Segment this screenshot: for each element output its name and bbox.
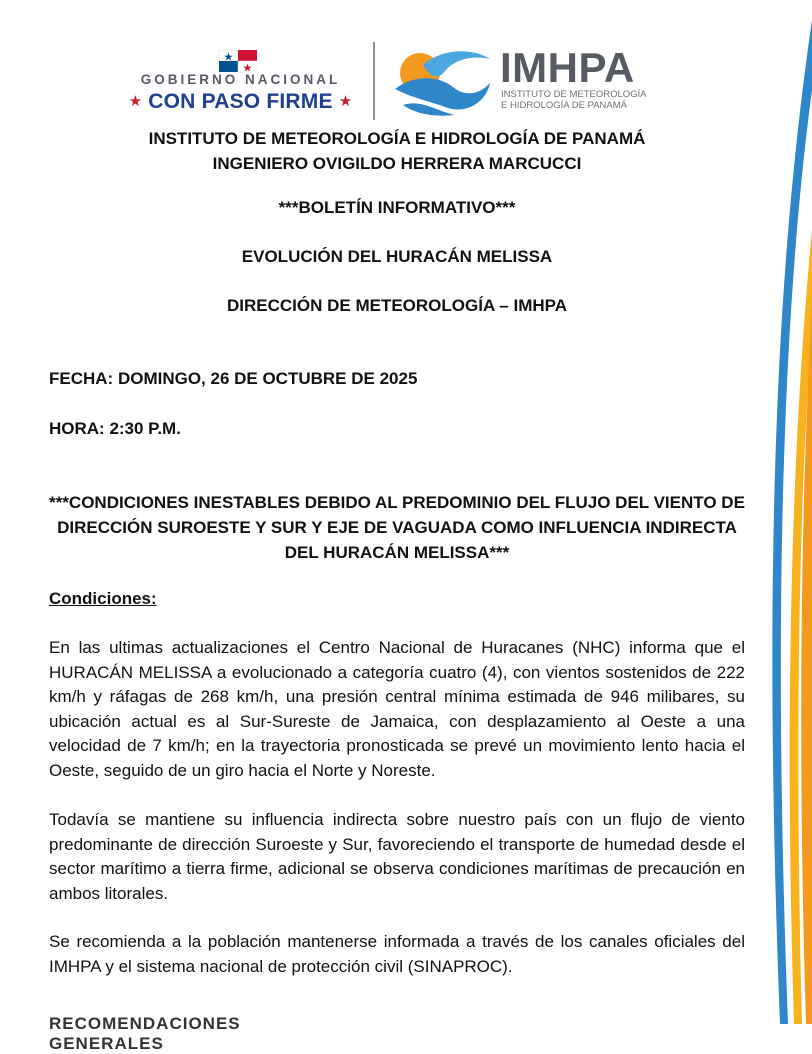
star-right-icon: ★ — [338, 93, 353, 110]
government-line1: GOBIERNO NACIONAL — [140, 72, 341, 87]
bulletin-subject: EVOLUCIÓN DEL HURACÁN MELISSA — [241, 247, 553, 266]
bulletin-time: HORA: 2:30 P.M. — [49, 419, 181, 438]
institute-name: INSTITUTO DE METEOROLOGÍA E HIDROLOGÍA DE PANAMÁ — [148, 129, 646, 148]
bulletin-date: FECHA: DOMINGO, 26 DE OCTUBRE DE 2025 — [49, 369, 418, 388]
engineer-name: INGENIERO OVIGILDO HERRERA MARCUCCI — [212, 154, 582, 173]
paragraph-2: Todavía se mantiene su influencia indirecta sobre nuestro país con un flujo de viento predominante de dirección Suroeste y Sur, favoreciendo el transporte de humedad desde el sector marítimo a tierra firme, adicional se observa condiciones marítimas de precaución en ambos litorales. — [49, 810, 745, 903]
direction-name: DIRECCIÓN DE METEOROLOGÍA – IMHPA — [226, 296, 568, 315]
government-line2 — [118, 90, 363, 114]
imhpa-logo-text: IMHPA — [500, 44, 635, 91]
imhpa-subtitle-line1: INSTITUTO DE METEOROLOGÍA — [501, 89, 647, 100]
star-left-icon: ★ — [128, 93, 143, 110]
title-block — [49, 126, 745, 176]
government-logo — [118, 42, 363, 122]
logo-divider — [373, 42, 375, 120]
cutoff-line — [49, 1014, 329, 1053]
logo-header — [0, 0, 812, 125]
government-slogan: CON PASO FIRME — [148, 90, 333, 113]
paragraph-3: Se recomienda a la población mantenerse informada a través de los canales oficiales del IMHPA y el sistema nacional de protección civil (SINAPROC). — [49, 932, 745, 976]
paragraph-1: En las ultimas actualizaciones el Centro Nacional de Huracanes (NHC) informa que el HURACÁN MELISSA a evolucionado a categoría cuatro (4), con vientos sostenidos de 222 km/h y ráfagas de 268 km/h, una presión central mínima estimada de 946 milibares, su ubicación actual es al Sur-Sureste de Jamaica, con desplazamiento al Oeste a una velocidad de 7 km/h; en la trayectoria pronosticada se prevé un movimiento lento hacia el Oeste, seguido de un giro hacia el Norte y Noreste. — [49, 638, 745, 780]
imhpa-subtitle-line2: E HIDROLOGÍA DE PANAMÁ — [501, 100, 627, 111]
section-title: Condiciones: — [49, 589, 157, 608]
bulletin-title: ***BOLETÍN INFORMATIVO*** — [278, 198, 516, 217]
imhpa-logo-subtitle — [501, 89, 661, 111]
imhpa-wave-logo-icon — [393, 45, 493, 117]
cutoff-line-text: RECOMENDACIONES GENERALES — [49, 1014, 241, 1053]
panama-flag-icon — [219, 50, 257, 72]
headline: ***CONDICIONES INESTABLES DEBIDO AL PREDOMINIO DEL FLUJO DEL VIENTO DE DIRECCIÓN SUROESTE Y SUR Y EJE DE VAGUADA COMO INFLUENCIA INDIRECTA DEL HURACÁN MELISSA*** — [49, 493, 745, 562]
